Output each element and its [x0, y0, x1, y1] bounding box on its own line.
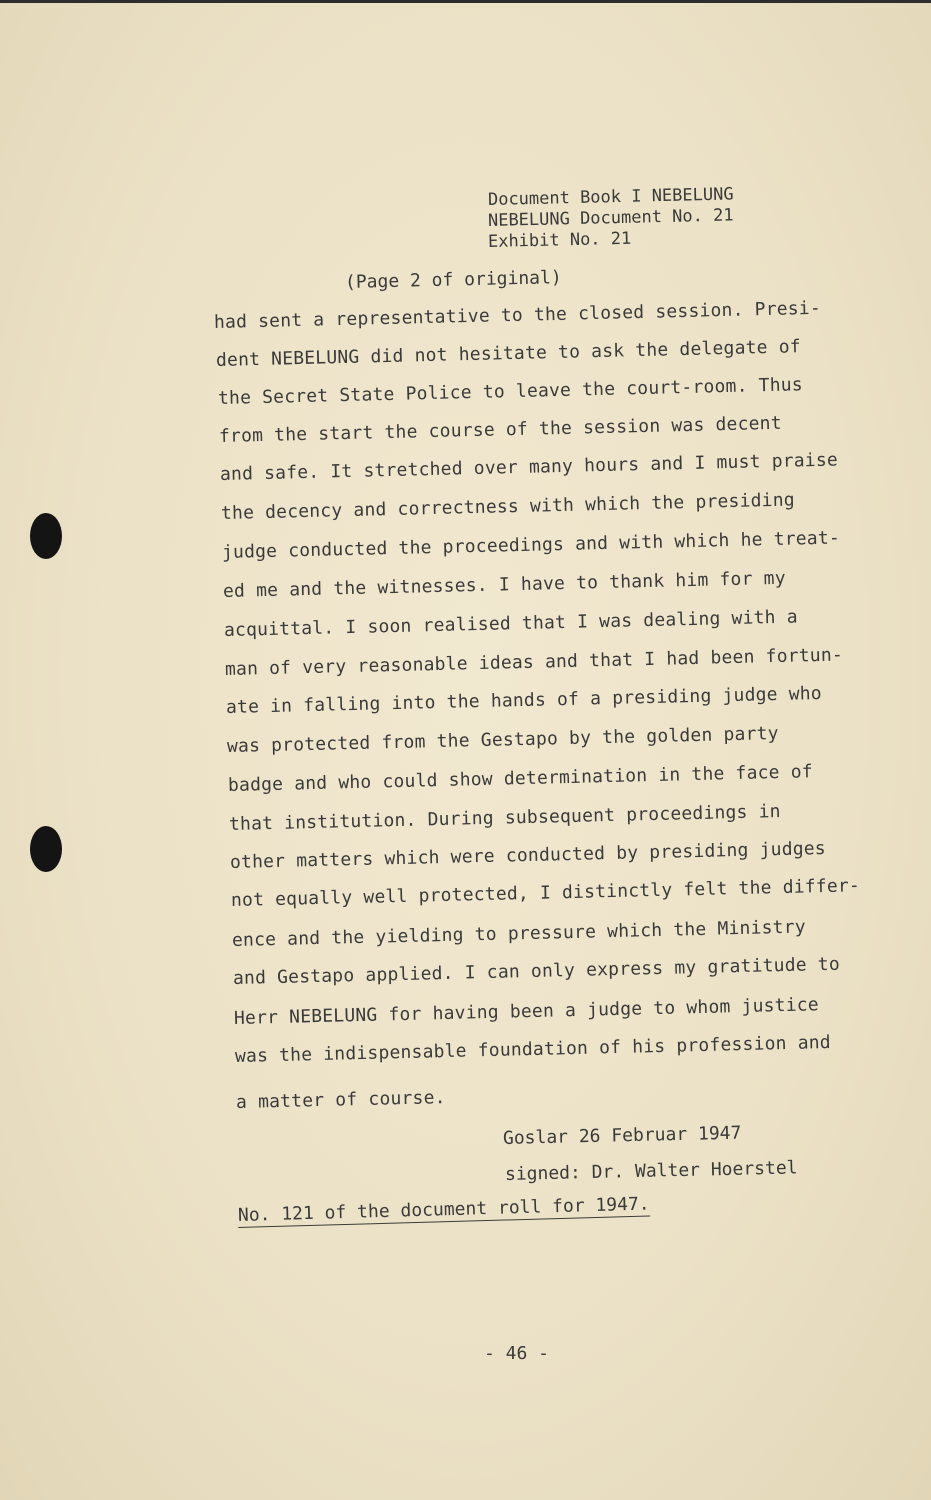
body-line: dent NEBELUNG did not hesitate to ask the delegate of	[215, 336, 802, 371]
page-number: - 46 -	[484, 1343, 550, 1364]
body-line: ate in falling into the hands of a presiding judge who	[225, 682, 823, 718]
body-line: from the start the course of the session was decent	[218, 412, 782, 447]
header-line-2: NEBELUNG Document No. 21	[487, 205, 734, 231]
body-line: was protected from the Gestapo by the golden party	[226, 723, 779, 757]
signature-place-date: Goslar 26 Februar 1947	[502, 1122, 742, 1149]
body-line: and safe. It stretched over many hours and I must praise	[219, 449, 839, 485]
body-line: judge conducted the proceedings and with which he treat-	[221, 527, 841, 563]
body-line: not equally well protected, I distinctly felt the differ-	[230, 875, 861, 911]
body-line: and Gestapo applied. I can only express my gratitude to	[232, 953, 841, 989]
body-line: a matter of course.	[235, 1087, 446, 1113]
header-line-1: Document Book I NEBELUNG	[487, 184, 734, 210]
body-line: man of very reasonable ideas and that I had been fortun-	[224, 644, 844, 680]
document-roll-footnote: No. 121 of the document roll for 1947.	[237, 1193, 650, 1226]
body-line: had sent a representative to the closed session. Presi-	[213, 297, 822, 333]
page-subtitle: (Page 2 of original)	[344, 267, 562, 293]
punch-hole-top	[30, 513, 62, 559]
body-line: other matters which were conducted by presiding judges	[229, 837, 827, 873]
top-edge	[0, 0, 931, 3]
signature-name: signed: Dr. Walter Hoerstel	[504, 1157, 798, 1185]
document-header	[487, 184, 734, 253]
body-line: the decency and correctness with which the presiding	[220, 489, 796, 524]
body-line: badge and who could show determination in the face of	[227, 761, 814, 796]
header-line-3: Exhibit No. 21	[487, 228, 632, 252]
body-line: ence and the yielding to pressure which the Ministry	[231, 916, 807, 951]
body-line: was the indispensable foundation of his profession and	[234, 1031, 832, 1067]
punch-hole-bottom	[30, 826, 62, 872]
body-line: that institution. During subsequent proceedings in	[228, 801, 781, 835]
body-line: acquittal. I soon realised that I was dealing with a	[223, 606, 799, 641]
body-line: the Secret State Police to leave the court-room. Thus	[217, 374, 804, 409]
body-line: ed me and the witnesses. I have to thank him for my	[222, 567, 786, 602]
body-line: Herr NEBELUNG for having been a judge to whom justice	[233, 994, 820, 1029]
